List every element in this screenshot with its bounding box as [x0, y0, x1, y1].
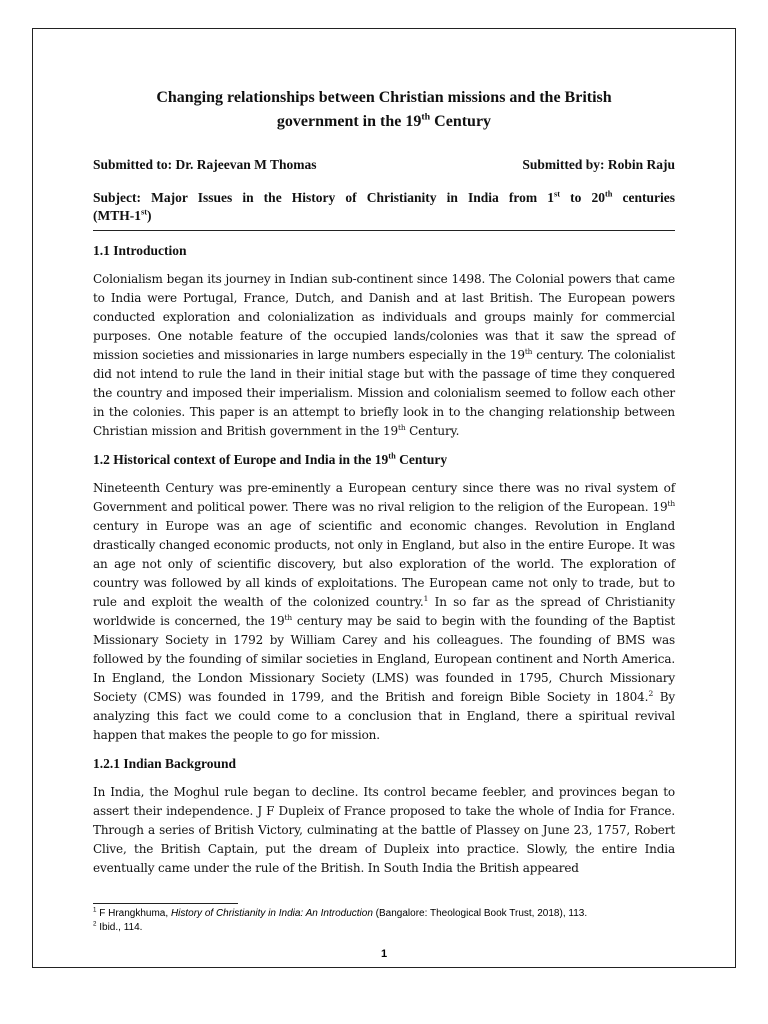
indian-background-heading: 1.2.1 Indian Background — [93, 756, 237, 771]
title-superscript: th — [421, 111, 431, 123]
footnote-separator — [93, 903, 238, 904]
subject-text-5: ) — [147, 208, 152, 223]
footnote-1-title: History of Christianity in India: An Introduction — [170, 908, 373, 919]
title-line-2-end: Century — [430, 113, 492, 130]
footnote-1-author: F Hrangkhuma, — [96, 908, 171, 919]
submitted-by: Submitted by: Robin Raju — [522, 157, 675, 172]
subject-sup-3: st — [141, 207, 148, 217]
historical-text-e: By analyzing this fact we could come to a conclusion that in England, there a spiritual revival happen that makes the people to go for mission. — [93, 690, 675, 742]
footnote-2-mark: 2 — [93, 920, 97, 928]
subject-line — [93, 189, 675, 231]
footnote-1 — [93, 907, 675, 921]
page-number: 1 — [380, 948, 388, 960]
historical-heading-text: 1.2 Historical context of Europe and India in the 19 — [93, 452, 389, 467]
historical-sup-a: th — [667, 499, 675, 508]
subject-text-1: Subject: Major Issues in the History of Christianity in India from 1 — [93, 190, 554, 205]
subject-line-1 — [93, 189, 675, 207]
historical-sup-c: th — [284, 613, 293, 622]
subject-line-2 — [93, 208, 152, 223]
intro-heading: 1.1 Introduction — [93, 243, 187, 258]
intro-sup: th — [524, 347, 533, 356]
subject-sup-2: th — [604, 189, 613, 199]
intro-text-3: Century. — [405, 424, 460, 438]
footnote-2 — [93, 921, 675, 935]
document-title — [93, 86, 675, 134]
title-line-2-text: government in the 19 — [276, 113, 422, 130]
historical-text-d: century may be said to begin with the founding of the Baptist Missionary Society in 1792 by William Carey and his colleagues. The founding of BMS was followed by the founding of similar societies in England, European continent and North America. In England, the London Missionary Society (LMS) was founded in 1795, Church Missionary Society (CMS) was founded in 1799, and the British and foreign Bible Society in 1804. — [93, 614, 676, 704]
historical-heading-sup: th — [388, 451, 396, 461]
subject-text-2: to 20 — [560, 190, 605, 205]
intro-sup-2: th — [398, 423, 406, 432]
subject-text-3: centuries — [612, 190, 675, 205]
footnote-1-mark: 1 — [93, 906, 97, 914]
historical-text-a: Nineteenth Century was pre-eminently a European century since there was no rival system of Government and political power. There was no rival religion to the religion of the European. 19 — [93, 481, 675, 514]
footnote-ref-2[interactable]: 2 — [648, 689, 654, 698]
intro-text: Colonialism began its journey in Indian sub-continent since 1498. The Colonial powers that came to India were Portugal, France, Dutch, and Danish and at last British. The European powers conducted exploration and colonialization as individuals and groups mainly for commercial purposes. One notable feature of the occupied lands/colonies was that it saw the spread of mission societies and missionaries in large numbers especially in the 19 — [93, 272, 675, 362]
historical-text-b: century in Europe was an age of scientific and economic changes. Revolution in England drastically changed economic products, not only in England, but also in the entire Europe. It was an age not only of scientific discovery, but also exploration of the world. The exploration of country was followed by all kinds of exploitations. The European came not only to trade, but to rule and exploit the wealth of the colonized country. — [93, 519, 675, 609]
footnote-ref-1[interactable]: 1 — [423, 594, 429, 603]
subject-sup-1: st — [553, 189, 560, 199]
subject-text-4: (MTH-1 — [93, 208, 141, 223]
document-body — [93, 86, 675, 888]
footnote-1-publication: (Bangalore: Theological Book Trust, 2018), 113. — [372, 908, 588, 919]
title-line-1: Changing relationships between Christian missions and the British — [156, 89, 612, 106]
footnote-2-text: Ibid., 114. — [96, 922, 143, 933]
footnotes — [93, 903, 675, 935]
intro-text-2: century. The colonialist did not intend to rule the land in their initial stage but with the passage of time they conquered the country and imposed their imperialism. Mission and colonialism seemed to follow each other in the colonies. This paper is an attempt to briefly look in to the changing relationship between Christian mission and British government in the 19 — [93, 348, 675, 438]
historical-heading-end: Century — [395, 452, 448, 467]
historical-paragraph — [93, 479, 675, 745]
historical-text-c: In so far as the spread of Christianity worldwide is concerned, the 19 — [93, 595, 675, 628]
intro-paragraph — [93, 270, 675, 441]
title-line-2 — [93, 110, 675, 134]
submitted-to: Submitted to: Dr. Rajeevan M Thomas — [93, 157, 317, 172]
submission-info — [93, 156, 675, 174]
historical-heading — [93, 451, 675, 469]
indian-background-paragraph: In India, the Moghul rule began to decline. Its control became feebler, and provinces began to assert their independence. J F Dupleix of France proposed to take the whole of India for France. Through a series of British Victory, culminating at the battle of Plassey on June 23, 1757, Robert Clive, the British Captain, put the dream of Dupleix into practice. Slowly, the entire India eventually came under the rule of the British. In South India the British appeared — [93, 785, 675, 875]
